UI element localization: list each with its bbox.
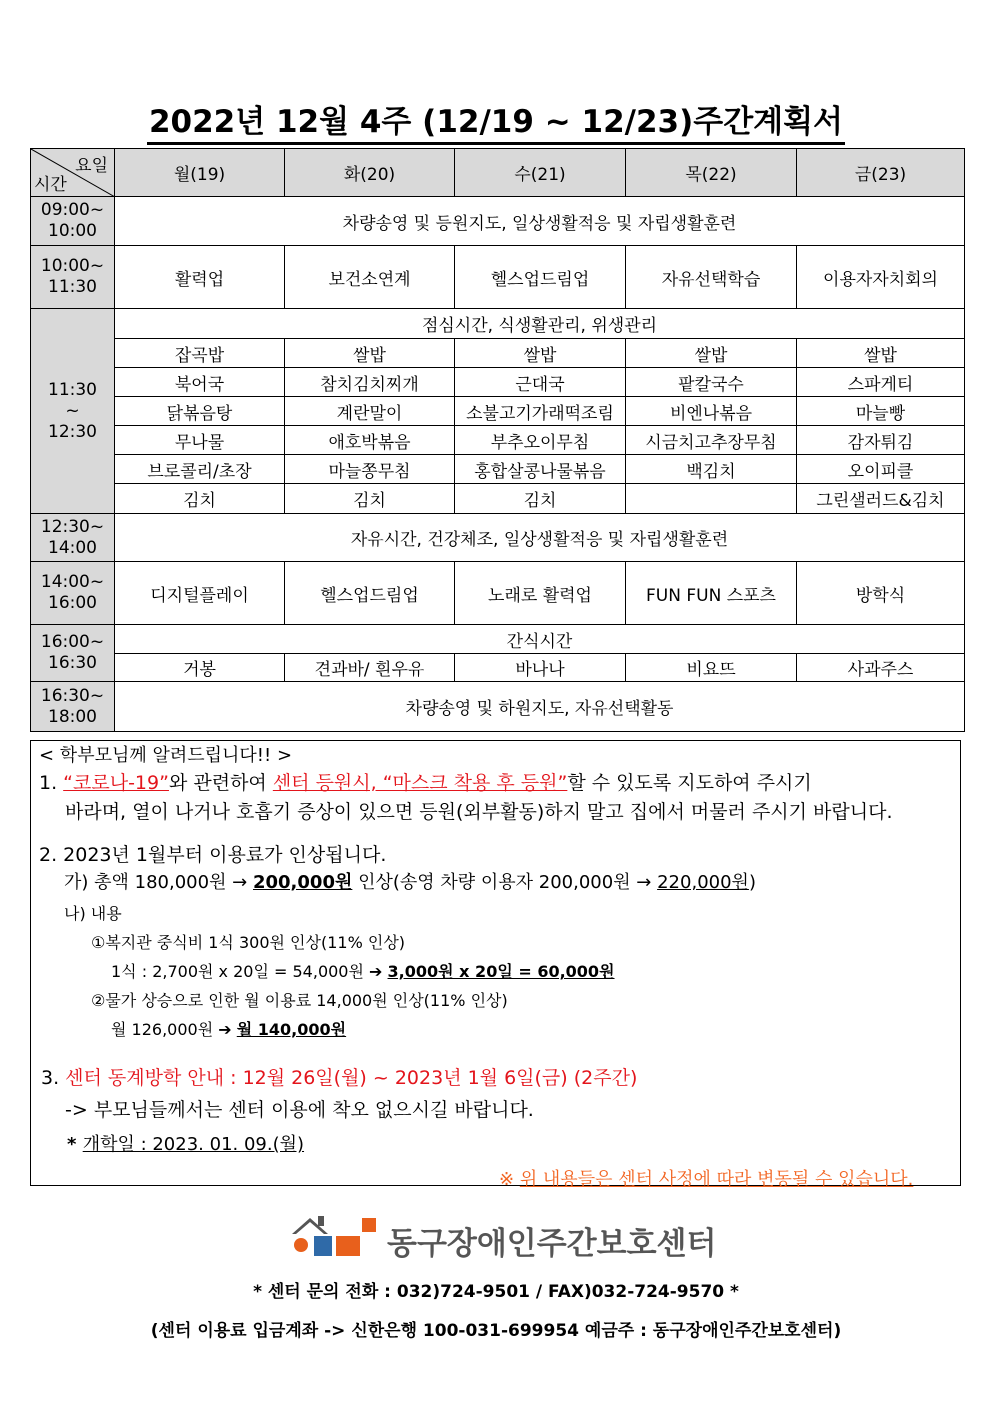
day-header-fri: 금(23) xyxy=(797,149,965,197)
snack-row xyxy=(31,654,965,682)
day-header-wed: 수(21) xyxy=(455,149,626,197)
time-cell: 14:00~ 16:00 xyxy=(31,562,115,625)
afternoon-activity: 자유시간, 건강체조, 일상생활적응 및 자립생활훈련 xyxy=(115,514,965,562)
menu-cell: 홍합살콩나물볶음 xyxy=(455,455,626,484)
notice-item-3: 3. 센터 동계방학 안내 : 12월 26일(월) ~ 2023년 1월 6일(금) (2주간) xyxy=(41,1067,638,1089)
day-header-mon: 월(19) xyxy=(115,149,285,197)
notice-item-2-b: 나) 내용 xyxy=(64,904,122,923)
menu-row xyxy=(31,455,965,484)
schedule-row xyxy=(31,197,965,246)
activity-cell: 디지털플레이 xyxy=(115,562,285,625)
menu-cell: 소불고기가래떡조림 xyxy=(455,397,626,426)
menu-cell: 감자튀김 xyxy=(797,426,965,455)
notice-item-2-b2-calc: 월 126,000원 ➔ 월 140,000원 xyxy=(111,1020,347,1039)
activity-cell: 보건소연계 xyxy=(285,246,455,309)
time-cell: 11:30 ~ 12:30 xyxy=(31,309,115,514)
day-header-tue: 화(20) xyxy=(285,149,455,197)
menu-cell: 계란말이 xyxy=(285,397,455,426)
snack-cell: 비요뜨 xyxy=(626,654,797,682)
menu-cell: 오이피클 xyxy=(797,455,965,484)
page-title: 2022년 12월 4주 (12/19 ~ 12/23)주간계획서 xyxy=(0,96,992,141)
parent-notice-box xyxy=(30,740,961,1190)
time-cell: 10:00~ 11:30 xyxy=(31,246,115,309)
menu-cell: 쌀밥 xyxy=(626,339,797,368)
snack-cell: 사과주스 xyxy=(797,654,965,682)
snack-cell: 거봉 xyxy=(115,654,285,682)
notice-item-2-b1: ①복지관 중식비 1식 300원 인상(11% 인상) xyxy=(91,933,406,952)
lunch-heading: 점심시간, 식생활관리, 위생관리 xyxy=(115,309,965,339)
notice-item-1: 1. “코로나-19”와 관련하여 센터 등원시, “마스크 착용 후 등원”할 수 있도록 지도하여 주시기 xyxy=(39,772,812,794)
schedule-row xyxy=(31,562,965,625)
menu-cell: 시금치고추장무침 xyxy=(626,426,797,455)
day-header-thu: 목(22) xyxy=(626,149,797,197)
menu-cell: 참치김치찌개 xyxy=(285,368,455,397)
menu-cell: 쌀밥 xyxy=(455,339,626,368)
activity-cell: FUN FUN 스포츠 xyxy=(626,562,797,625)
notice-item-2-a: 가) 총액 180,000원 → 200,000원 인상(송영 차량 이용자 200,000원 → 220,000원) xyxy=(64,872,756,893)
menu-cell: 김치 xyxy=(285,484,455,514)
menu-row xyxy=(31,484,965,514)
menu-cell: 김치 xyxy=(455,484,626,514)
evening-activity: 차량송영 및 하원지도, 자유선택활동 xyxy=(115,682,965,732)
notice-item-1-line-2: 바라며, 열이 나거나 호흡기 증상이 있으면 등원(외부활동)하지 말고 집에서 머물러 주시기 바랍니다. xyxy=(65,801,893,823)
header-row xyxy=(31,149,965,197)
schedule-row xyxy=(31,246,965,309)
time-cell: 16:30~ 18:00 xyxy=(31,682,115,732)
menu-row xyxy=(31,397,965,426)
notice-item-2-b1-calc: 1식 : 2,700원 x 20일 = 54,000원 ➔ 3,000원 x 20일 = 60,000원 xyxy=(111,962,615,981)
activity-cell: 자유선택학습 xyxy=(626,246,797,309)
morning-activity: 차량송영 및 등원지도, 일상생활적응 및 자립생활훈련 xyxy=(115,197,965,246)
activity-cell: 이용자자치회의 xyxy=(797,246,965,309)
activity-cell: 헬스업드림업 xyxy=(285,562,455,625)
menu-cell: 마늘빵 xyxy=(797,397,965,426)
menu-cell: 팥칼국수 xyxy=(626,368,797,397)
snack-heading: 간식시간 xyxy=(115,625,965,654)
snack-heading-row xyxy=(31,625,965,654)
menu-cell: 브로콜리/초장 xyxy=(115,455,285,484)
activity-cell: 활력업 xyxy=(115,246,285,309)
menu-cell: 그린샐러드&김치 xyxy=(797,484,965,514)
time-cell: 09:00~ 10:00 xyxy=(31,197,115,246)
bank-account-info: (센터 이용료 입금계좌 -> 신한은행 100-031-699954 예금주 : 동구장애인주간보호센터) xyxy=(150,1321,842,1341)
snack-cell: 견과바/ 흰우유 xyxy=(285,654,455,682)
menu-cell xyxy=(626,484,797,514)
menu-row xyxy=(31,426,965,455)
disclaimer: ※ 위 내용들은 센터 사정에 따라 변동될 수 있습니다. xyxy=(499,1169,914,1190)
schedule-row xyxy=(31,514,965,562)
menu-cell: 부추오이무침 xyxy=(455,426,626,455)
contact-info: * 센터 문의 전화 : 032)724-9501 / FAX)032-724-9570 * xyxy=(253,1282,739,1302)
corner-cell xyxy=(31,149,115,197)
schedule-row xyxy=(31,682,965,732)
weekly-schedule-table xyxy=(30,148,965,732)
notice-heading: < 학부모님께 알려드립니다!! > xyxy=(39,745,293,766)
menu-cell: 쌀밥 xyxy=(285,339,455,368)
time-cell: 16:00~ 16:30 xyxy=(31,625,115,682)
corner-time-label: 시간 xyxy=(34,175,67,195)
menu-cell: 김치 xyxy=(115,484,285,514)
menu-cell: 북어국 xyxy=(115,368,285,397)
snack-cell: 바나나 xyxy=(455,654,626,682)
menu-cell: 무나물 xyxy=(115,426,285,455)
menu-row xyxy=(31,339,965,368)
reopen-date: * 개학일 : 2023. 01. 09.(월) xyxy=(67,1134,305,1155)
menu-cell: 닭볶음탕 xyxy=(115,397,285,426)
activity-cell: 헬스업드림업 xyxy=(455,246,626,309)
menu-cell: 스파게티 xyxy=(797,368,965,397)
center-name: 동구장애인주간보호센터 xyxy=(387,1226,717,1262)
menu-cell: 근대국 xyxy=(455,368,626,397)
menu-cell: 마늘쫑무침 xyxy=(285,455,455,484)
menu-cell: 백김치 xyxy=(626,455,797,484)
arrow-right-icon: ➔ xyxy=(218,1020,232,1039)
center-logo-icon xyxy=(288,1212,380,1258)
menu-row xyxy=(31,368,965,397)
lunch-heading-row xyxy=(31,309,965,339)
activity-cell: 방학식 xyxy=(797,562,965,625)
menu-cell: 애호박볶음 xyxy=(285,426,455,455)
menu-cell: 쌀밥 xyxy=(797,339,965,368)
menu-cell: 비엔나볶음 xyxy=(626,397,797,426)
time-cell: 12:30~ 14:00 xyxy=(31,514,115,562)
activity-cell: 노래로 활력업 xyxy=(455,562,626,625)
arrow-right-icon: ➔ xyxy=(369,962,383,981)
notice-item-2-heading: 2. 2023년 1월부터 이용료가 인상됩니다. xyxy=(39,844,387,866)
notice-item-3-line-2: -> 부모님들께서는 센터 이용에 착오 없으시길 바랍니다. xyxy=(65,1099,534,1121)
menu-cell: 잡곡밥 xyxy=(115,339,285,368)
corner-day-label: 요일 xyxy=(75,156,108,176)
notice-item-2-b2: ②물가 상승으로 인한 월 이용료 14,000원 인상(11% 인상) xyxy=(91,991,508,1010)
